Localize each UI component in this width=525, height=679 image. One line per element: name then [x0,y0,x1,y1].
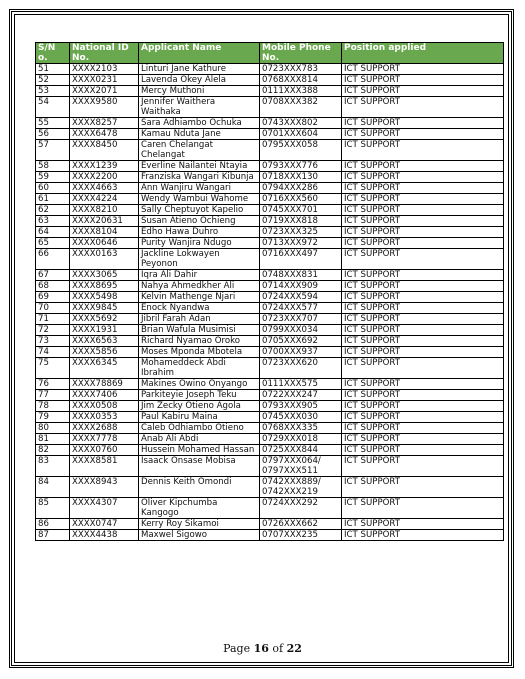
cell-mobile-phone: 0724XXX292 [260,498,342,519]
table-row [36,270,504,281]
cell-sn: 79 [36,412,70,423]
table-row [36,183,504,194]
table-row [36,216,504,227]
cell-mobile-phone: 0797XXX064/ 0797XXX511 [260,456,342,477]
table-row [36,314,504,325]
applicants-table-wrapper [35,42,503,541]
cell-sn: 80 [36,423,70,434]
cell-applicant-name: Sara Adhiambo Ochuka [139,118,260,129]
cell-mobile-phone: 0793XXX905 [260,401,342,412]
table-row [36,477,504,498]
cell-national-id: XXXX2103 [70,64,139,75]
cell-sn: 66 [36,249,70,270]
table-row [36,303,504,314]
table-row [36,75,504,86]
cell-sn: 84 [36,477,70,498]
cell-national-id: XXXX0163 [70,249,139,270]
cell-applicant-name: Kelvin Mathenge Njari [139,292,260,303]
cell-national-id: XXXX20631 [70,216,139,227]
cell-sn: 53 [36,86,70,97]
cell-sn: 62 [36,205,70,216]
cell-applicant-name: Edho Hawa Duhro [139,227,260,238]
cell-national-id: XXXX4438 [70,530,139,541]
cell-sn: 82 [36,445,70,456]
table-row [36,336,504,347]
cell-sn: 75 [36,358,70,379]
cell-national-id: XXXX0353 [70,412,139,423]
cell-sn: 71 [36,314,70,325]
cell-national-id: XXXX3065 [70,270,139,281]
cell-sn: 77 [36,390,70,401]
header-sn: S/N o. [36,43,70,64]
cell-position: ICT SUPPORT [342,445,504,456]
cell-mobile-phone: 0723XXX783 [260,64,342,75]
cell-national-id: XXXX5498 [70,292,139,303]
cell-position: ICT SUPPORT [342,477,504,498]
cell-mobile-phone: 0111XXX388 [260,86,342,97]
table-row [36,379,504,390]
cell-position: ICT SUPPORT [342,86,504,97]
cell-applicant-name: Makines Owino Onyango [139,379,260,390]
cell-position: ICT SUPPORT [342,498,504,519]
cell-position: ICT SUPPORT [342,358,504,379]
cell-applicant-name: Jennifer Waithera Waithaka [139,97,260,118]
cell-applicant-name: Anab Ali Abdi [139,434,260,445]
cell-national-id: XXXX0760 [70,445,139,456]
cell-position: ICT SUPPORT [342,281,504,292]
cell-position: ICT SUPPORT [342,172,504,183]
table-row [36,519,504,530]
cell-position: ICT SUPPORT [342,249,504,270]
cell-national-id: XXXX8104 [70,227,139,238]
cell-sn: 65 [36,238,70,249]
table-row [36,86,504,97]
cell-sn: 55 [36,118,70,129]
table-row [36,445,504,456]
cell-national-id: XXXX4663 [70,183,139,194]
cell-national-id: XXXX8210 [70,205,139,216]
cell-mobile-phone: 0793XXX776 [260,161,342,172]
cell-position: ICT SUPPORT [342,205,504,216]
cell-position: ICT SUPPORT [342,347,504,358]
cell-sn: 69 [36,292,70,303]
cell-national-id: XXXX5856 [70,347,139,358]
cell-national-id: XXXX1239 [70,161,139,172]
cell-applicant-name: Mohameddeck Abdi Ibrahim [139,358,260,379]
cell-position: ICT SUPPORT [342,216,504,227]
cell-sn: 51 [36,64,70,75]
cell-position: ICT SUPPORT [342,303,504,314]
cell-national-id: XXXX8257 [70,118,139,129]
page-label: Page [223,642,254,655]
cell-applicant-name: Ann Wanjiru Wangari [139,183,260,194]
cell-position: ICT SUPPORT [342,336,504,347]
cell-national-id: XXXX1931 [70,325,139,336]
cell-applicant-name: Oliver Kipchumba Kangogo [139,498,260,519]
cell-national-id: XXXX4307 [70,498,139,519]
cell-applicant-name: Jackline Lokwayen Peyonon [139,249,260,270]
cell-position: ICT SUPPORT [342,238,504,249]
table-row [36,205,504,216]
cell-mobile-phone: 0714XXX909 [260,281,342,292]
cell-mobile-phone: 0716XXX497 [260,249,342,270]
cell-position: ICT SUPPORT [342,97,504,118]
cell-sn: 85 [36,498,70,519]
cell-applicant-name: Kerry Roy Sikamoi [139,519,260,530]
table-row [36,238,504,249]
cell-position: ICT SUPPORT [342,379,504,390]
table-row [36,347,504,358]
cell-mobile-phone: 0745XXX030 [260,412,342,423]
cell-national-id: XXXX2688 [70,423,139,434]
cell-mobile-phone: 0719XXX818 [260,216,342,227]
cell-applicant-name: Kamau Nduta Jane [139,129,260,140]
cell-applicant-name: Paul Kabiru Maina [139,412,260,423]
cell-applicant-name: Purity Wanjira Ndugo [139,238,260,249]
cell-position: ICT SUPPORT [342,129,504,140]
cell-position: ICT SUPPORT [342,434,504,445]
cell-sn: 56 [36,129,70,140]
cell-position: ICT SUPPORT [342,292,504,303]
cell-mobile-phone: 0723XXX620 [260,358,342,379]
cell-applicant-name: Maxwel Sigowo [139,530,260,541]
table-row [36,140,504,161]
cell-mobile-phone: 0724XXX577 [260,303,342,314]
cell-national-id: XXXX8581 [70,456,139,477]
table-row [36,498,504,519]
cell-sn: 83 [36,456,70,477]
cell-national-id: XXXX78869 [70,379,139,390]
page-current: 16 [253,642,269,655]
cell-applicant-name: Caleb Odhiambo Otieno [139,423,260,434]
table-row [36,423,504,434]
cell-mobile-phone: 0724XXX594 [260,292,342,303]
cell-national-id: XXXX9580 [70,97,139,118]
cell-sn: 64 [36,227,70,238]
cell-applicant-name: Dennis Keith Omondi [139,477,260,498]
cell-position: ICT SUPPORT [342,161,504,172]
cell-national-id: XXXX6478 [70,129,139,140]
table-row [36,401,504,412]
cell-position: ICT SUPPORT [342,227,504,238]
table-row [36,249,504,270]
table-row [36,530,504,541]
cell-applicant-name: Hussein Mohamed Hassan [139,445,260,456]
table-row [36,390,504,401]
cell-mobile-phone: 0742XXX889/ 0742XXX219 [260,477,342,498]
cell-position: ICT SUPPORT [342,314,504,325]
cell-mobile-phone: 0713XXX972 [260,238,342,249]
cell-national-id: XXXX0747 [70,519,139,530]
page-footer [0,642,525,655]
cell-national-id: XXXX0231 [70,75,139,86]
cell-applicant-name: Moses Mponda Mbotela [139,347,260,358]
cell-mobile-phone: 0743XXX802 [260,118,342,129]
cell-position: ICT SUPPORT [342,456,504,477]
cell-position: ICT SUPPORT [342,140,504,161]
cell-sn: 60 [36,183,70,194]
cell-national-id: XXXX7406 [70,390,139,401]
cell-applicant-name: Franziska Wangari Kibunja [139,172,260,183]
cell-applicant-name: Wendy Wambui Wahome [139,194,260,205]
header-position-applied: Position applied [342,43,504,64]
cell-mobile-phone: 0748XXX831 [260,270,342,281]
cell-applicant-name: Lavenda Okey Alela [139,75,260,86]
table-row [36,456,504,477]
cell-position: ICT SUPPORT [342,401,504,412]
table-row [36,97,504,118]
cell-position: ICT SUPPORT [342,412,504,423]
table-body [36,64,504,541]
cell-sn: 63 [36,216,70,227]
cell-national-id: XXXX9845 [70,303,139,314]
cell-national-id: XXXX8943 [70,477,139,498]
cell-position: ICT SUPPORT [342,270,504,281]
cell-sn: 73 [36,336,70,347]
cell-mobile-phone: 0794XXX286 [260,183,342,194]
table-row [36,161,504,172]
cell-mobile-phone: 0722XXX247 [260,390,342,401]
table-row [36,64,504,75]
cell-national-id: XXXX2200 [70,172,139,183]
table-row [36,412,504,423]
cell-sn: 81 [36,434,70,445]
cell-position: ICT SUPPORT [342,325,504,336]
cell-applicant-name: Isaack Onsase Mobisa [139,456,260,477]
cell-position: ICT SUPPORT [342,519,504,530]
cell-mobile-phone: 0799XXX034 [260,325,342,336]
cell-sn: 76 [36,379,70,390]
cell-mobile-phone: 0723XXX325 [260,227,342,238]
cell-applicant-name: Caren Chelangat Chelangat [139,140,260,161]
cell-national-id: XXXX7778 [70,434,139,445]
cell-mobile-phone: 0707XXX235 [260,530,342,541]
cell-sn: 72 [36,325,70,336]
cell-position: ICT SUPPORT [342,64,504,75]
cell-mobile-phone: 0701XXX604 [260,129,342,140]
cell-sn: 57 [36,140,70,161]
cell-sn: 78 [36,401,70,412]
cell-position: ICT SUPPORT [342,423,504,434]
cell-mobile-phone: 0708XXX382 [260,97,342,118]
cell-applicant-name: Linturi Jane Kathure [139,64,260,75]
cell-applicant-name: Iqra Ali Dahir [139,270,260,281]
cell-applicant-name: Nahya Ahmedkher Ali [139,281,260,292]
cell-mobile-phone: 0716XXX560 [260,194,342,205]
cell-sn: 58 [36,161,70,172]
cell-sn: 52 [36,75,70,86]
table-row [36,292,504,303]
cell-national-id: XXXX2071 [70,86,139,97]
table-row [36,227,504,238]
cell-sn: 61 [36,194,70,205]
cell-position: ICT SUPPORT [342,75,504,86]
table-header-row [36,43,504,64]
cell-mobile-phone: 0768XXX335 [260,423,342,434]
table-row [36,129,504,140]
cell-mobile-phone: 0111XXX575 [260,379,342,390]
cell-mobile-phone: 0723XXX707 [260,314,342,325]
cell-sn: 67 [36,270,70,281]
page-total: 22 [286,642,302,655]
cell-applicant-name: Sally Cheptuyot Kapelio [139,205,260,216]
cell-mobile-phone: 0729XXX018 [260,434,342,445]
cell-mobile-phone: 0745XXX701 [260,205,342,216]
cell-national-id: XXXX6345 [70,358,139,379]
cell-national-id: XXXX6563 [70,336,139,347]
table-row [36,118,504,129]
cell-mobile-phone: 0725XXX844 [260,445,342,456]
cell-sn: 54 [36,97,70,118]
cell-mobile-phone: 0700XXX937 [260,347,342,358]
cell-sn: 68 [36,281,70,292]
cell-position: ICT SUPPORT [342,194,504,205]
header-national-id: National ID No. [70,43,139,64]
table-row [36,194,504,205]
cell-national-id: XXXX0508 [70,401,139,412]
cell-sn: 70 [36,303,70,314]
table-row [36,172,504,183]
table-row [36,434,504,445]
cell-applicant-name: Mercy Muthoni [139,86,260,97]
cell-sn: 87 [36,530,70,541]
cell-applicant-name: Everline Nailantei Ntayia [139,161,260,172]
cell-mobile-phone: 0795XXX058 [260,140,342,161]
cell-mobile-phone: 0718XXX130 [260,172,342,183]
cell-mobile-phone: 0726XXX662 [260,519,342,530]
cell-position: ICT SUPPORT [342,530,504,541]
table-row [36,358,504,379]
header-applicant-name: Applicant Name [139,43,260,64]
cell-applicant-name: Parkiteyie Joseph Teku [139,390,260,401]
cell-national-id: XXXX4224 [70,194,139,205]
cell-national-id: XXXX0646 [70,238,139,249]
table-row [36,281,504,292]
cell-position: ICT SUPPORT [342,390,504,401]
cell-sn: 86 [36,519,70,530]
cell-mobile-phone: 0768XXX814 [260,75,342,86]
cell-national-id: XXXX8450 [70,140,139,161]
cell-applicant-name: Jibril Farah Adan [139,314,260,325]
cell-applicant-name: Richard Nyamao Oroko [139,336,260,347]
page-of-label: of [268,642,287,655]
cell-national-id: XXXX8695 [70,281,139,292]
cell-applicant-name: Brian Wafula Musimisi [139,325,260,336]
cell-applicant-name: Enock Nyandwa [139,303,260,314]
applicants-table [35,42,504,541]
cell-position: ICT SUPPORT [342,118,504,129]
cell-sn: 59 [36,172,70,183]
table-row [36,325,504,336]
header-mobile-phone: Mobile Phone No. [260,43,342,64]
cell-national-id: XXXX5692 [70,314,139,325]
cell-position: ICT SUPPORT [342,183,504,194]
cell-sn: 74 [36,347,70,358]
cell-mobile-phone: 0705XXX692 [260,336,342,347]
cell-applicant-name: Susan Atieno Ochieng [139,216,260,227]
cell-applicant-name: Jim Zecky Otieno Agola [139,401,260,412]
